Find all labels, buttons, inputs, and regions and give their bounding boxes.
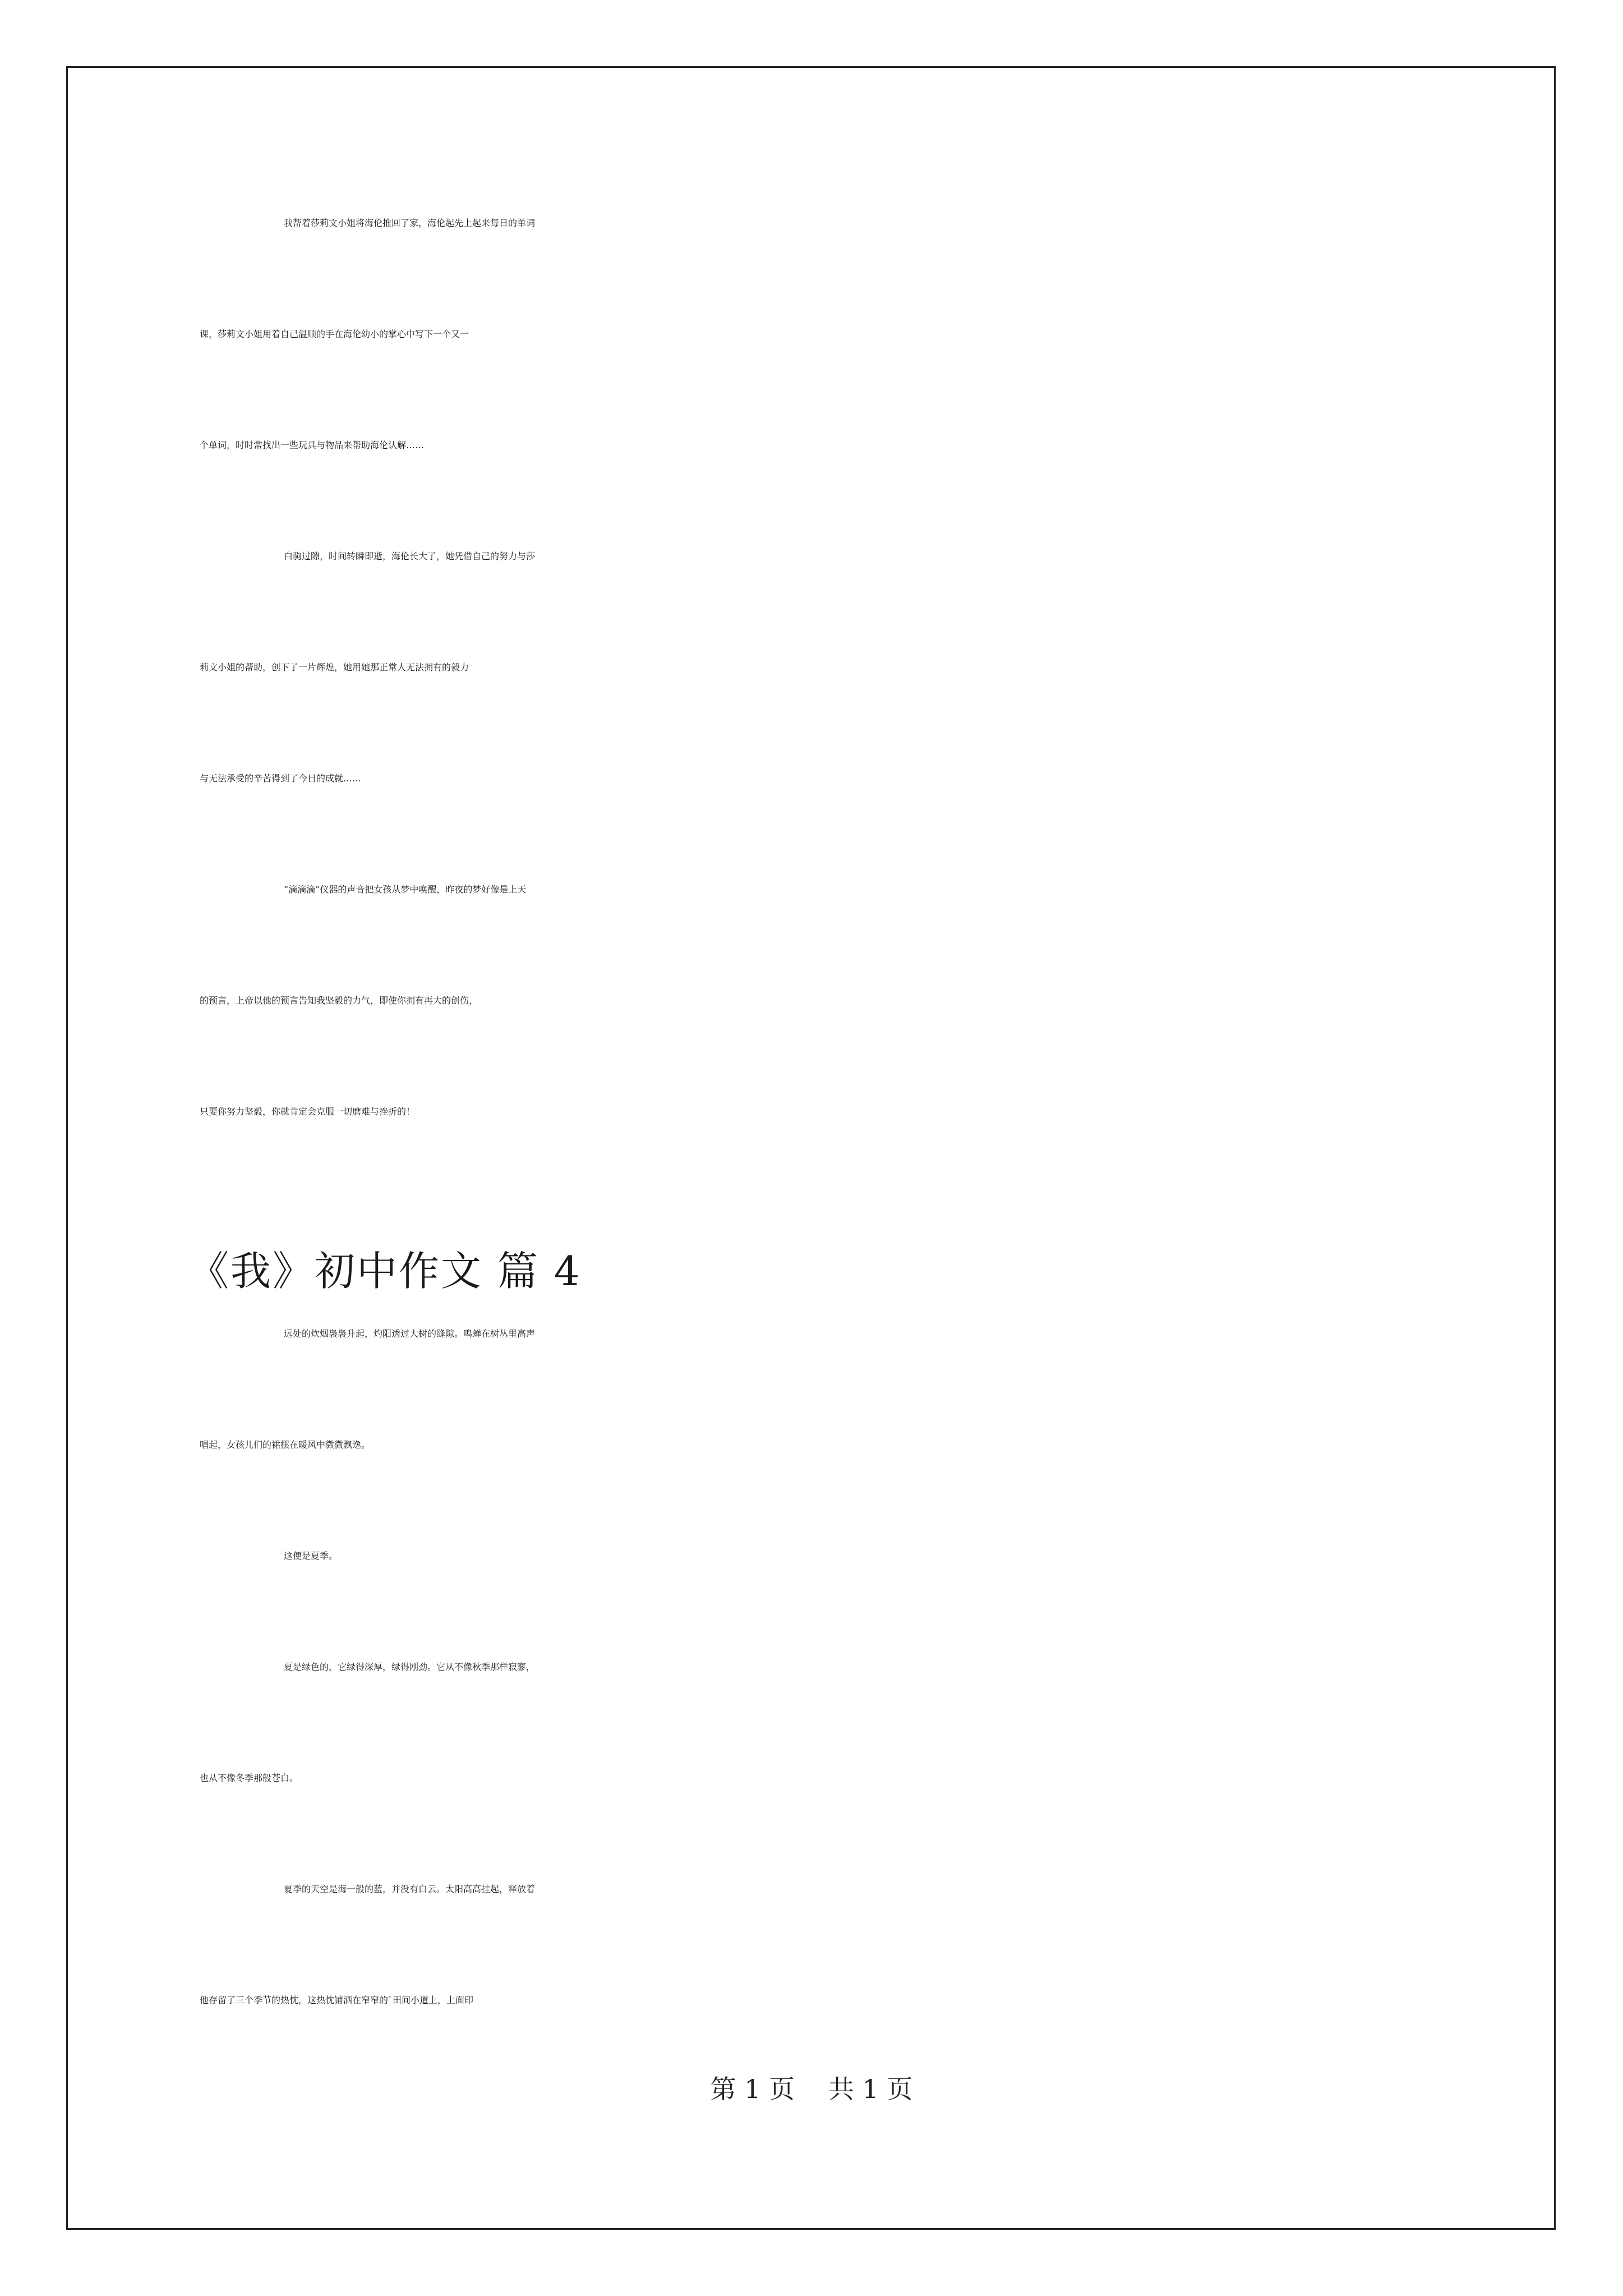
text-line: 这便是夏季。	[284, 1550, 338, 1561]
document-body	[188, 216, 1473, 2104]
paragraph	[200, 882, 1473, 1216]
text-line: 个单词，时时常找出一些玩具与物品来帮助海伦认解……	[200, 440, 425, 450]
paragraph	[200, 1327, 1473, 1549]
text-line: 与无法承受的辛苦得到了今日的成就……	[200, 773, 362, 784]
section-heading: 《我》初中作文 篇 4	[188, 1248, 582, 1295]
text-line: 也从不像冬季那般苍白。	[200, 1773, 299, 1783]
text-line: 夏季的天空是海一般的蓝，并没有白云。太阳高高挂起，释放着	[284, 1884, 536, 1894]
paragraph	[200, 1660, 1473, 1882]
text-line: 远处的炊烟袅袅升起，灼阳透过大树的缝隙。鸣蝉在树丛里高声	[284, 1328, 536, 1339]
paragraph	[200, 216, 1473, 549]
paragraph	[200, 1549, 1473, 1660]
text-line: 我帮着莎莉文小姐将海伦推回了家，海伦起先上起来每日的单词	[284, 218, 536, 228]
text-line: 夏是绿色的，它绿得深厚，绿得刚劲。它从不像秋季那样寂寥，	[284, 1662, 536, 1672]
text-line: “滴滴滴”仪器的声音把女孩从梦中唤醒，昨夜的梦好像是上天	[284, 884, 527, 895]
page-footer	[0, 2069, 1623, 2106]
text-line: 的预言，上帝以他的预言告知我坚毅的力气，即使你拥有再大的创伤，	[200, 995, 478, 1006]
text-line: 白驹过隙，时间转瞬即逝，海伦长大了，她凭借自己的努力与莎	[284, 551, 536, 562]
paragraph	[200, 549, 1473, 882]
text-line: 课，莎莉文小姐用着自己温顺的手在海伦幼小的掌心中写下一个又一	[200, 329, 469, 339]
page-total: 共 1 页	[828, 2074, 913, 2104]
text-line: 莉文小姐的帮助，创下了一片辉煌，她用她那正常人无法拥有的毅力	[200, 662, 469, 673]
text-line: 唱起，女孩儿们的裙摆在暖风中微微飘逸。	[200, 1439, 371, 1450]
text-line: 只要你努力坚毅，你就肯定会克服一切磨难与挫折的！	[200, 1106, 416, 1117]
text-line: 他存留了三个季节的热忱，这热忱铺洒在窄窄的`田间小道上，上面印	[200, 1995, 474, 2005]
page-number: 第 1 页	[710, 2074, 795, 2104]
